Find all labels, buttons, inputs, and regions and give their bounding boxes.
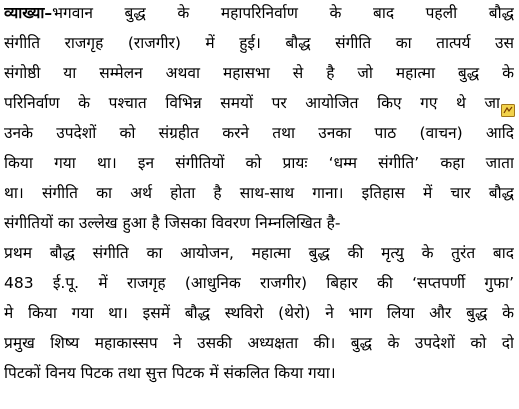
text-line-4: परिनिर्वाण के पश्चात विभिन्न समयों पर आयोजित किए गए थे जा	[4, 94, 500, 112]
text-line-13: पिटकों विनय पिटक तथा सुत्त पिटक में संकलित किया गया।	[4, 364, 336, 382]
text-line-3: संगोष्ठी या सम्मेलन अथवा महासभा से है जो महात्मा बुद्ध के	[4, 64, 514, 82]
text-line-1	[4, 0, 514, 27]
note-marker-icon[interactable]	[501, 104, 515, 117]
text-line-10: 483 ई.पू. में राजगृह (आधुनिक राजगीर) बिहार की ‘सप्तपर्णी गुफा’	[4, 274, 514, 292]
explanation-heading: व्याख्या–	[4, 4, 53, 22]
text-line-8: संगीतियों का उल्लेख हुआ है जिसका विवरण निम्नलिखित है-	[4, 214, 341, 232]
text-line-12: प्रमुख शिष्य महाकास्सप ने उसकी अध्यक्षता की। बुद्ध के उपदेशों को दो	[4, 334, 514, 352]
text-line-2: संगीति राजगृह (राजगीर) में हुई। बौद्ध संगीति का तात्पर्य उस	[4, 34, 514, 52]
text-line-7: था। संगीति का अर्थ होता है साथ-साथ गाना। इतिहास में चार बौद्ध	[4, 184, 514, 202]
text-line-5: उनके उपदेशों को संग्रहीत करने तथा उनका पाठ (वाचन) आदि	[4, 124, 514, 142]
text-line-6: किया गया था। इन संगीतियों को प्रायः ‘धम्म संगीति’ कहा जाता	[4, 154, 514, 172]
text-line-11: मे किया गया था। इसमें बौद्ध स्थविरो (थेरो) ने भाग लिया और बुद्ध के	[4, 304, 514, 322]
line-1-text: भगवान बुद्ध के महापरिनिर्वाण के बाद पहली बौद्ध	[52, 4, 514, 22]
text-line-9: प्रथम बौद्ध संगीति का आयोजन, महात्मा बुद्ध की मृत्यु के तुरंत बाद	[4, 244, 514, 262]
